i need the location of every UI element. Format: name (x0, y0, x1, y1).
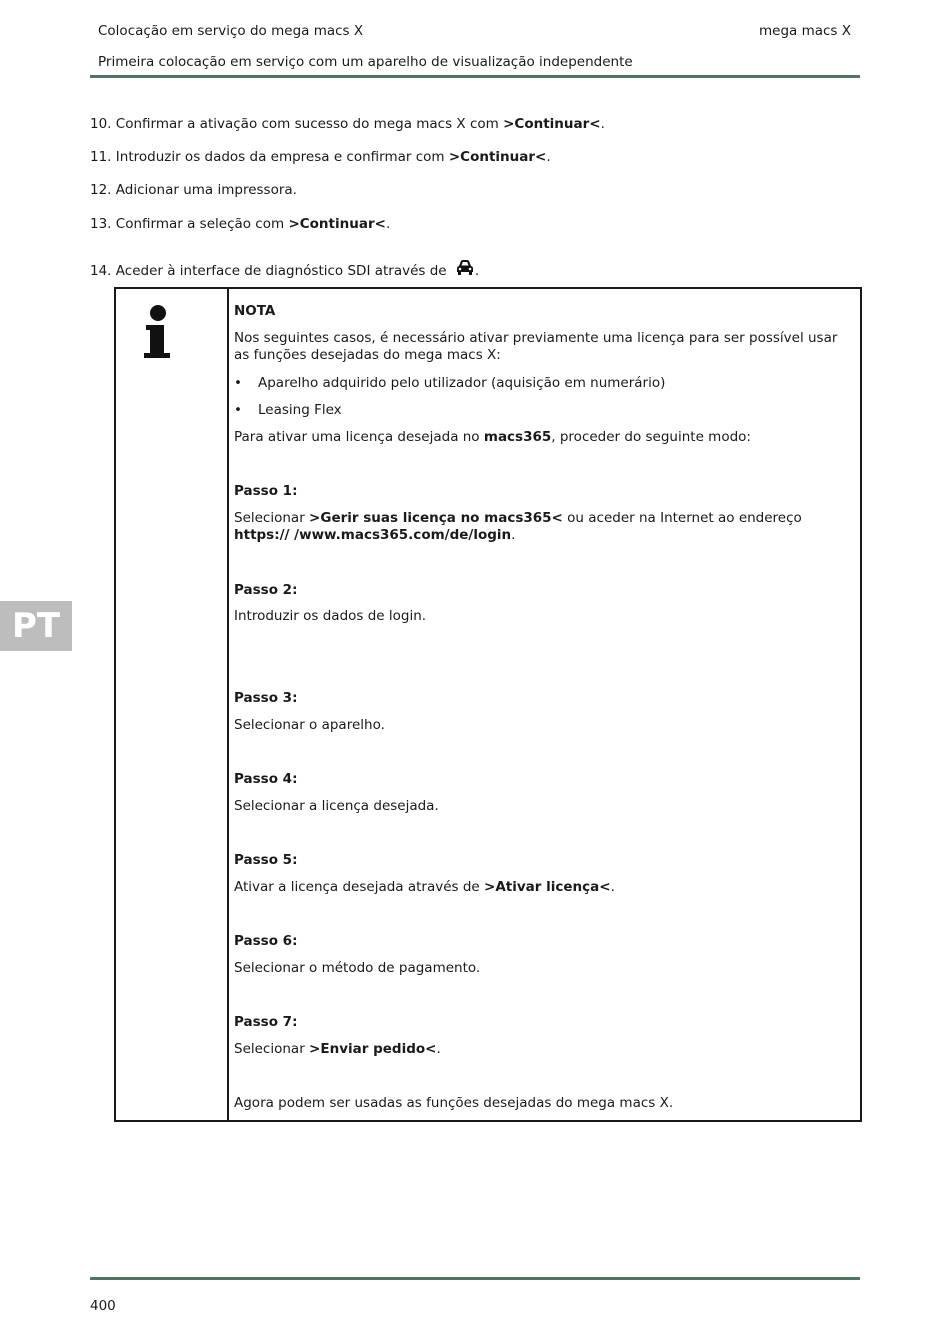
bullet-text: Aparelho adquirido pelo utilizador (aquisição em numerário) (258, 375, 666, 391)
step-end: . (600, 116, 605, 132)
passo-4-text: Selecionar a licença desejada. (234, 798, 439, 814)
passo-6-label: Passo 6: (234, 933, 298, 949)
header-rule (90, 75, 860, 78)
step-end: . (385, 216, 391, 232)
header-chapter: Colocação em serviço do mega macs X (98, 23, 364, 39)
header-product: mega macs X (758, 23, 851, 39)
passo-7-label: Passo 7: (234, 1014, 298, 1030)
step-14 (90, 259, 479, 281)
page-number: 400 (90, 1298, 116, 1314)
passo-2-text: Introduzir os dados de login. (234, 608, 427, 624)
step-11 (90, 149, 551, 165)
note-closing: Agora podem ser usadas as funções desejadas do mega macs X. (234, 1095, 674, 1111)
step-bold: >Continuar< (503, 116, 601, 132)
passo-6-text: Selecionar o método de pagamento. (234, 960, 481, 976)
header-section: Primeira colocação em serviço com um aparelho de visualização independente (98, 54, 633, 70)
step-bold: >Continuar< (448, 149, 547, 165)
passo-1-text: Selecionar >Gerir suas licença no macs365< ou aceder na Internet ao endereço https:// /www.macs365.com/de/login. (234, 510, 802, 543)
step-end: . (546, 149, 551, 165)
step-number: 14. (90, 263, 112, 279)
step-number: 13. (90, 216, 112, 232)
passo-3-text: Selecionar o aparelho. (234, 717, 385, 733)
login-url[interactable]: https:// /www.macs365.com/de/login (234, 527, 512, 543)
step-number: 11. (90, 149, 112, 165)
note-box: NOTA Nos seguintes casos, é necessário ativar previamente uma licença para ser possível usar as funções desejadas do mega macs X: • Aparelho adquirido pelo utilizador (aquisição em numerário) • Leasing Flex Para ativar uma licença desejada no macs365, proceder do seguinte modo: Passo 1: Selecionar >Gerir suas licença no macs365< ou aceder na Internet ao endereço https:// /www.macs365.com/de/login. Passo 2: Introduzir os dados de login. Passo 3: Selecionar o aparelho. Passo 4: Selecionar a licença desejada. Passo 5: Ativar a licença desejada através de >Ativar licença<. Passo 6: Selecionar o método de pagamento. Passo 7: Selecionar >Enviar pedido<. Agora podem ser usadas as funções desejadas do mega macs X. (114, 287, 862, 1122)
info-icon (138, 303, 178, 361)
step-text: Confirmar a seleção com (115, 216, 289, 232)
bullet-text: Leasing Flex (258, 402, 342, 418)
step-number: 12. (90, 182, 112, 198)
step-text: Adicionar uma impressora. (115, 182, 297, 198)
footer-rule (90, 1277, 860, 1280)
note-activate: Para ativar uma licença desejada no macs365, proceder do seguinte modo: (234, 429, 751, 445)
passo-7-text: Selecionar >Enviar pedido<. (234, 1041, 441, 1057)
step-13 (90, 216, 390, 232)
passo-1-label: Passo 1: (234, 483, 298, 499)
step-10 (90, 116, 605, 132)
note-title: NOTA (234, 303, 276, 319)
passo-2-label: Passo 2: (234, 582, 298, 598)
step-12 (90, 182, 297, 198)
passo-5-text: Ativar a licença desejada através de >Ativar licença<. (234, 879, 615, 895)
step-end: . (474, 263, 480, 279)
note-intro: Nos seguintes casos, é necessário ativar previamente uma licença para ser possível usar as funções desejadas do mega macs X: (234, 330, 838, 363)
step-text: Aceder à interface de diagnóstico SDI através de (115, 263, 451, 279)
language-tab: PT (0, 601, 72, 651)
note-icon-column (116, 289, 229, 1120)
car-icon[interactable] (455, 259, 475, 281)
step-text: Confirmar a ativação com sucesso do mega macs X com (115, 116, 504, 132)
passo-3-label: Passo 3: (234, 690, 298, 706)
passo-5-label: Passo 5: (234, 852, 298, 868)
step-text: Introduzir os dados da empresa e confirmar com (115, 149, 449, 165)
step-bold: >Continuar< (288, 216, 386, 232)
passo-4-label: Passo 4: (234, 771, 298, 787)
manage-license-link: >Gerir suas licença no macs365< (309, 510, 563, 526)
step-number: 10. (90, 116, 112, 132)
